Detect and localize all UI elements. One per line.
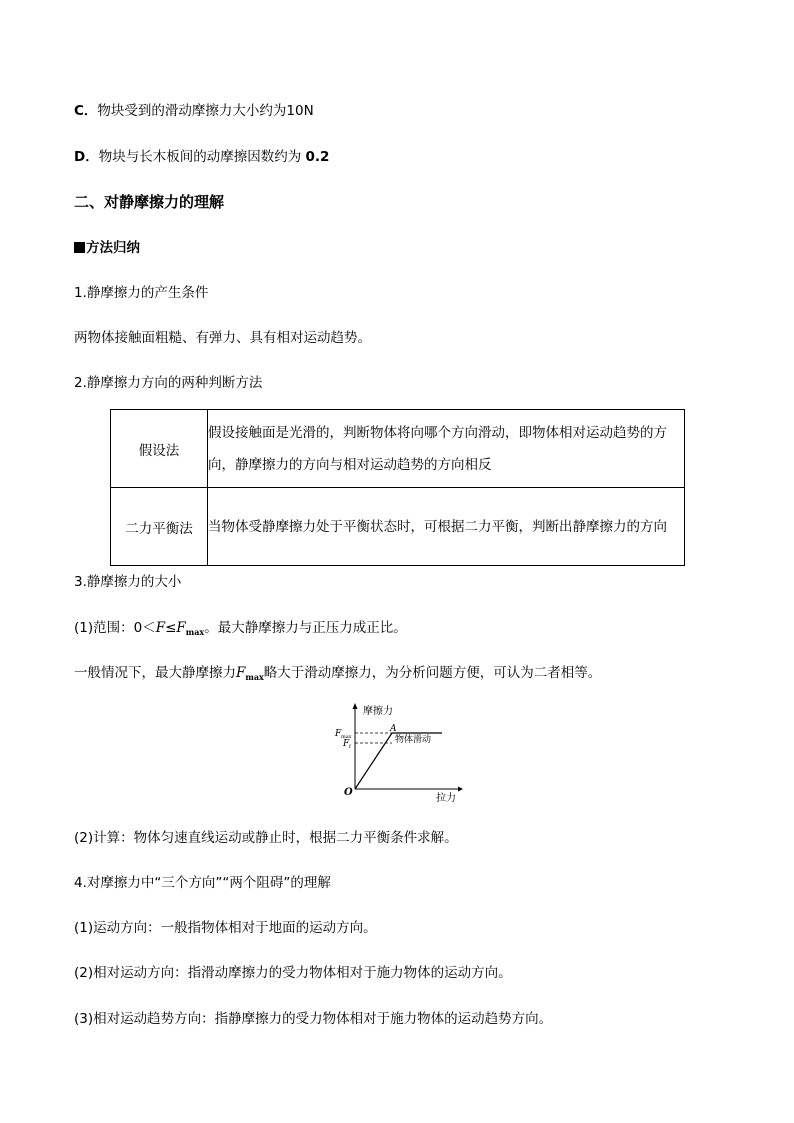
general-fmax: F: [236, 665, 246, 681]
direction-1: (1)运动方向：一般指物体相对于地面的运动方向。: [74, 920, 377, 936]
y-axis-arrow-icon: [353, 703, 358, 709]
x-axis-arrow-icon: [458, 787, 463, 792]
x-axis-label: 拉力: [436, 793, 456, 804]
method-heading: [74, 238, 140, 258]
option-d-letter: D．: [74, 149, 99, 165]
range-fmax-sub: max: [185, 627, 205, 637]
option-c: [74, 101, 314, 121]
range-f: F: [155, 620, 166, 636]
range-suffix: 。最大静摩擦力与正压力成正比。: [204, 620, 407, 636]
option-d-value: 0.2: [305, 149, 330, 165]
black-square-icon: [74, 242, 85, 253]
option-c-text: 物块受到的滑动摩擦力大小约为10N: [97, 103, 314, 119]
slide-label: 物体滑动: [395, 735, 432, 745]
general-line: [74, 663, 601, 687]
item-1-text: 两物体接触面粗糙、有弹力、具有相对运动趋势。: [74, 330, 371, 346]
fmax-sub-label: max: [341, 734, 352, 740]
friction-graph-svg: [330, 700, 470, 808]
option-c-letter: C．: [74, 103, 98, 119]
item-2-title: 2.静摩擦力方向的两种判断方法: [74, 375, 263, 391]
item-4-title: 4.对摩擦力中“三个方向”“两个阻碍”的理解: [74, 875, 331, 891]
range-fmax: F: [176, 620, 186, 636]
direction-2: (2)相对运动方向：指滑动摩擦力的受力物体相对于施力物体的运动方向。: [74, 965, 512, 981]
calc-line: (2)计算：物体匀速直线运动或静止时，根据二力平衡条件求解。: [74, 830, 458, 846]
item-3-title: 3.静摩擦力的大小: [74, 574, 182, 590]
direction-methods-table: [110, 409, 685, 566]
item-1-title: 1.静摩擦力的产生条件: [74, 285, 209, 301]
direction-3: (3)相对运动趋势方向：指静摩擦力的受力物体相对于施力物体的运动趋势方向。: [74, 1011, 553, 1027]
method-desc-cell: 当物体受静摩擦力处于平衡状态时，可根据二力平衡，判断出静摩擦力的方向: [208, 488, 685, 566]
y-axis-label: 摩擦力: [363, 706, 393, 717]
range-line: [74, 618, 407, 642]
point-a-label: A: [390, 724, 397, 734]
f-label: F: [343, 739, 350, 749]
general-fmax-sub: max: [245, 672, 264, 682]
fmax-label: F: [335, 729, 342, 739]
general-suffix: 略大于滑动摩擦力，为分析问题方便，可认为二者相等。: [263, 665, 602, 681]
range-prefix: (1)范围：0＜: [74, 620, 156, 636]
method-name-cell: 假设法: [111, 410, 208, 488]
origin-label: O: [344, 787, 353, 798]
method-name-cell: 二力平衡法: [111, 488, 208, 566]
f-sub-label: f: [349, 744, 351, 750]
static-friction-line: [355, 733, 392, 789]
table-row: [111, 488, 685, 566]
range-le: ≤: [165, 620, 177, 636]
method-heading-text: 方法归纳: [86, 240, 140, 256]
option-d: [74, 147, 329, 167]
option-d-text: 物块与长木板间的动摩擦因数约为: [98, 149, 302, 165]
friction-graph: [330, 700, 470, 812]
section-2-title: 二、对静摩擦力的理解: [74, 193, 225, 211]
method-desc-cell: 假设接触面是光滑的，判断物体将向哪个方向滑动，即物体相对运动趋势的方向，静摩擦力的方向与相对运动趋势的方向相反: [208, 410, 685, 488]
general-prefix: 一般情况下，最大静摩擦力: [74, 665, 236, 681]
table-row: [111, 410, 685, 488]
